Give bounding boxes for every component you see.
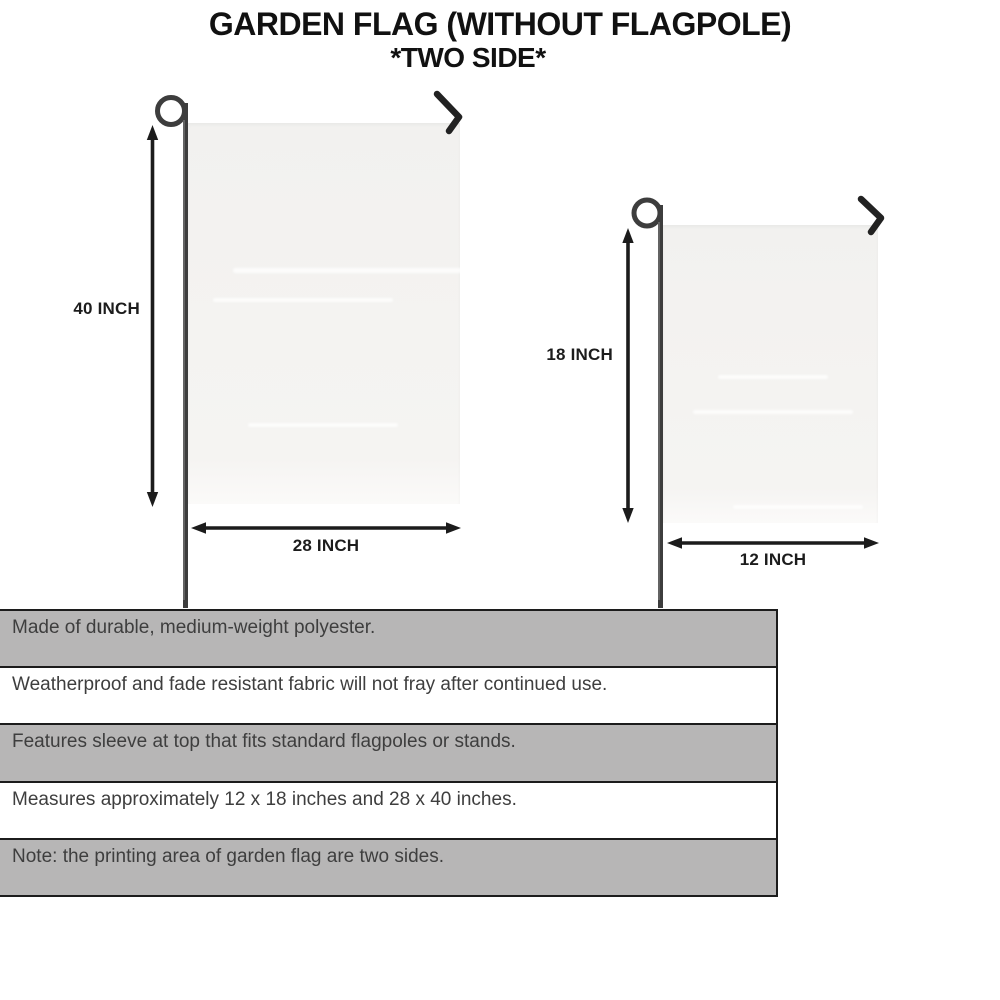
page-subtitle: *TWO SIDE* bbox=[390, 41, 546, 73]
pole-eyelet-loop-icon bbox=[158, 98, 185, 125]
small-height-label: 18 INCH bbox=[546, 345, 613, 364]
feature-text: Features sleeve at top that fits standard flagpoles or stands. bbox=[12, 731, 516, 753]
large-height-arrow bbox=[147, 125, 158, 507]
feature-row bbox=[0, 725, 776, 782]
feature-row bbox=[0, 783, 776, 840]
small-flag-hook-icon bbox=[861, 199, 881, 232]
large-width-arrow bbox=[191, 522, 461, 533]
large-width-label: 28 INCH bbox=[292, 536, 360, 555]
feature-text: Measures approximately 12 x 18 inches and 28 x 40 inches. bbox=[12, 788, 517, 810]
page-title: GARDEN FLAG (WITHOUT FLAGPOLE) bbox=[208, 6, 792, 42]
feature-text: Made of durable, medium-weight polyester. bbox=[12, 617, 376, 638]
feature-row bbox=[0, 611, 776, 668]
feature-row bbox=[0, 668, 776, 725]
feature-text: Note: the printing area of garden flag are two sides. bbox=[12, 845, 444, 867]
feature-row bbox=[0, 840, 776, 895]
small-flagpole bbox=[634, 200, 661, 608]
large-height-label: 40 INCH bbox=[73, 299, 140, 318]
large-flag-hook-icon bbox=[437, 94, 459, 131]
features-table bbox=[0, 609, 778, 897]
large-flagpole bbox=[158, 98, 186, 609]
pole-eyelet-loop-icon bbox=[634, 200, 660, 226]
feature-text: Weatherproof and fade resistant fabric will not fray after continued use. bbox=[12, 674, 608, 696]
small-height-arrow bbox=[622, 228, 633, 523]
small-width-arrow bbox=[667, 537, 879, 548]
small-width-label: 12 INCH bbox=[739, 550, 807, 569]
